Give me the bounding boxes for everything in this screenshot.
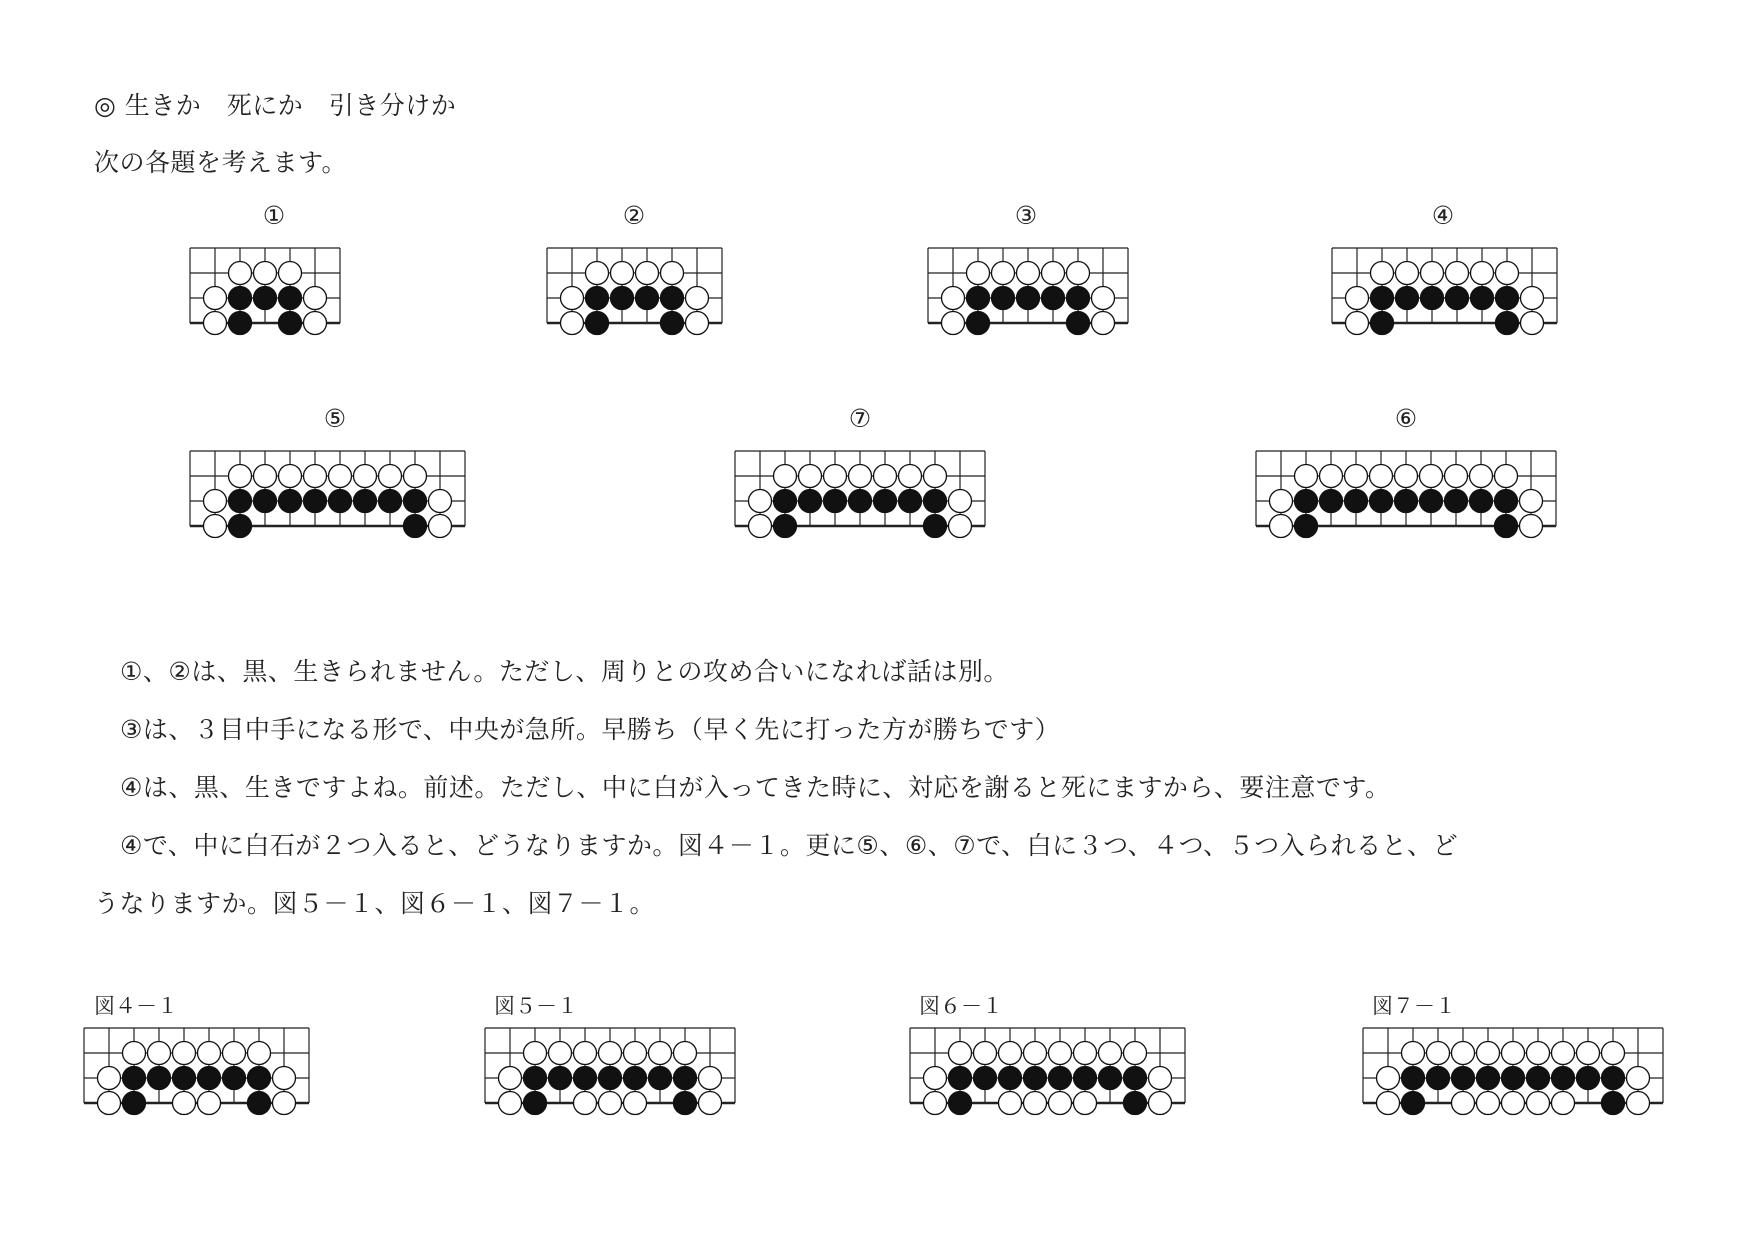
white-stone [1627,1092,1650,1115]
black-stone [1124,1092,1147,1115]
white-stone [1552,1092,1575,1115]
white-stone [949,515,972,538]
paragraph: ③は、３目中手になる形で、中央が急所。早勝ち（早く先に打った方が勝ちです） [120,715,1061,744]
white-stone [1521,287,1544,310]
black-stone [1420,490,1443,513]
white-stone [636,262,659,285]
white-stone [254,262,277,285]
white-stone [924,1067,947,1090]
black-stone [1320,490,1343,513]
white-stone [1370,465,1393,488]
black-stone [924,490,947,513]
black-stone [1099,1067,1122,1090]
white-stone [1346,312,1369,335]
black-stone [248,1067,271,1090]
black-stone [404,490,427,513]
paragraph: ①、②は、黒、生きられません。ただし、周りとの攻め合いになれば話は別。 [120,657,1009,686]
white-stone [304,287,327,310]
white-stone [949,490,972,513]
black-stone [1371,312,1394,335]
white-stone [173,1092,196,1115]
black-stone [949,1067,972,1090]
black-stone [229,287,252,310]
white-stone [1049,1092,1072,1115]
black-stone [254,287,277,310]
white-stone [1270,515,1293,538]
white-stone [524,1042,547,1065]
white-stone [924,465,947,488]
white-stone [749,490,772,513]
black-stone [1017,287,1040,310]
white-stone [1346,287,1369,310]
white-stone [1502,1092,1525,1115]
black-stone [774,490,797,513]
black-stone [1527,1067,1550,1090]
white-stone [1024,1042,1047,1065]
black-stone [874,490,897,513]
white-stone [499,1067,522,1090]
problem-number: ⑤ [323,404,347,433]
white-stone [1527,1042,1550,1065]
black-stone [1496,312,1519,335]
white-stone [98,1067,121,1090]
white-stone [499,1092,522,1115]
black-stone [279,312,302,335]
black-stone [1427,1067,1450,1090]
black-stone [1402,1067,1425,1090]
white-stone [229,262,252,285]
white-stone [1445,465,1468,488]
white-stone [1502,1042,1525,1065]
white-stone [173,1042,196,1065]
white-stone [942,287,965,310]
white-stone [248,1042,271,1065]
black-stone [586,312,609,335]
white-stone [1092,287,1115,310]
black-stone [674,1092,697,1115]
black-stone [586,287,609,310]
black-stone [248,1092,271,1115]
paragraph: うなりますか。図５－１、図６－１、図７－１。 [94,889,656,918]
white-stone [599,1042,622,1065]
black-stone [1421,287,1444,310]
white-stone [586,262,609,285]
white-stone [924,1092,947,1115]
white-stone [699,1092,722,1115]
white-stone [1421,262,1444,285]
black-stone [354,490,377,513]
black-stone [524,1092,547,1115]
black-stone [674,1067,697,1090]
black-stone [661,312,684,335]
paragraph: ④は、黒、生きですよね。前述。ただし、中に白が入ってきた時に、対応を謝ると死にますから、要注意です。 [120,773,1391,802]
black-stone [279,490,302,513]
white-stone [1092,312,1115,335]
figure-label: 図７－１ [1372,994,1456,1018]
white-stone [574,1042,597,1065]
white-stone [279,262,302,285]
white-stone [1477,1042,1500,1065]
white-stone [774,465,797,488]
go-board [186,447,469,530]
white-stone [749,515,772,538]
black-stone [1124,1067,1147,1090]
black-stone [992,287,1015,310]
white-stone [686,287,709,310]
white-stone [304,312,327,335]
go-board [1359,1024,1667,1107]
white-stone [1395,465,1418,488]
black-stone [229,490,252,513]
white-stone [974,1042,997,1065]
black-stone [599,1067,622,1090]
white-stone [273,1092,296,1115]
problem-number: ② [622,201,646,230]
white-stone [254,465,277,488]
white-stone [967,262,990,285]
white-stone [949,1042,972,1065]
white-stone [1495,465,1518,488]
black-stone [949,1092,972,1115]
white-stone [404,465,427,488]
black-stone [1067,287,1090,310]
black-stone [1402,1092,1425,1115]
black-stone [624,1067,647,1090]
black-stone [1471,287,1494,310]
white-stone [649,1042,672,1065]
white-stone [1345,465,1368,488]
black-stone [229,312,252,335]
white-stone [1602,1042,1625,1065]
go-board [80,1024,313,1107]
black-stone [198,1067,221,1090]
black-stone [649,1067,672,1090]
white-stone [549,1042,572,1065]
white-stone [123,1042,146,1065]
white-stone [1477,1092,1500,1115]
white-stone [1149,1067,1172,1090]
black-stone [999,1067,1022,1090]
board-grid [1256,451,1556,526]
white-stone [899,465,922,488]
black-stone [1024,1067,1047,1090]
white-stone [1452,1042,1475,1065]
problem-number: ③ [1014,201,1038,230]
white-stone [1124,1042,1147,1065]
white-stone [999,1042,1022,1065]
white-stone [1446,262,1469,285]
board-grid [190,451,465,526]
white-stone [624,1042,647,1065]
black-stone [967,287,990,310]
board-grid [84,1028,309,1103]
white-stone [1452,1092,1475,1115]
black-stone [1049,1067,1072,1090]
figure-label: 図４－１ [94,994,178,1018]
white-stone [204,287,227,310]
white-stone [599,1092,622,1115]
white-stone [1396,262,1419,285]
problem-number: ⑦ [848,404,872,433]
white-stone [1520,490,1543,513]
black-stone [1345,490,1368,513]
white-stone [1577,1042,1600,1065]
white-stone [1470,465,1493,488]
figure-label: 図５－１ [494,994,578,1018]
black-stone [148,1067,171,1090]
white-stone [1371,262,1394,285]
black-stone [1446,287,1469,310]
black-stone [1452,1067,1475,1090]
white-stone [204,312,227,335]
white-stone [1496,262,1519,285]
white-stone [98,1092,121,1115]
white-stone [661,262,684,285]
white-stone [942,312,965,335]
go-board [186,244,344,327]
black-stone [967,312,990,335]
white-stone [204,515,227,538]
black-stone [824,490,847,513]
go-board [1252,447,1560,530]
black-stone [1395,490,1418,513]
white-stone [223,1042,246,1065]
white-stone [849,465,872,488]
intro-text: 次の各題を考えます。 [94,148,348,177]
white-stone [1074,1092,1097,1115]
black-stone [524,1067,547,1090]
figure-label: 図６－１ [919,994,1003,1018]
black-stone [849,490,872,513]
white-stone [198,1092,221,1115]
black-stone [661,287,684,310]
black-stone [1370,490,1393,513]
problem-number: ④ [1431,201,1455,230]
black-stone [304,490,327,513]
black-stone [223,1067,246,1090]
white-stone [279,465,302,488]
black-stone [123,1092,146,1115]
white-stone [148,1042,171,1065]
problem-number: ⑥ [1394,404,1418,433]
white-stone [1017,262,1040,285]
black-stone [1602,1092,1625,1115]
black-stone [549,1067,572,1090]
black-stone [329,490,352,513]
white-stone [999,1092,1022,1115]
white-stone [574,1092,597,1115]
white-stone [429,490,452,513]
black-stone [574,1067,597,1090]
black-stone [774,515,797,538]
white-stone [429,515,452,538]
black-stone [1295,490,1318,513]
black-stone [611,287,634,310]
black-stone [254,490,277,513]
white-stone [699,1067,722,1090]
white-stone [1295,465,1318,488]
white-stone [1527,1092,1550,1115]
white-stone [1520,515,1543,538]
white-stone [1420,465,1443,488]
go-board [1328,244,1561,327]
white-stone [329,465,352,488]
white-stone [1099,1042,1122,1065]
black-stone [1602,1067,1625,1090]
white-stone [354,465,377,488]
white-stone [686,312,709,335]
white-stone [1552,1042,1575,1065]
white-stone [624,1092,647,1115]
black-stone [636,287,659,310]
white-stone [1149,1092,1172,1115]
white-stone [1627,1067,1650,1090]
black-stone [1502,1067,1525,1090]
black-stone [799,490,822,513]
black-stone [1495,490,1518,513]
board-grid [1332,248,1557,323]
black-stone [379,490,402,513]
black-stone [279,287,302,310]
black-stone [974,1067,997,1090]
white-stone [229,465,252,488]
black-stone [899,490,922,513]
white-stone [1471,262,1494,285]
white-stone [1521,312,1544,335]
white-stone [674,1042,697,1065]
white-stone [1402,1042,1425,1065]
black-stone [1445,490,1468,513]
white-stone [799,465,822,488]
white-stone [561,312,584,335]
white-stone [273,1067,296,1090]
black-stone [1552,1067,1575,1090]
white-stone [1042,262,1065,285]
white-stone [992,262,1015,285]
heading: ◎ 生きか 死にか 引き分けか [94,91,457,120]
white-stone [874,465,897,488]
white-stone [1377,1092,1400,1115]
white-stone [379,465,402,488]
black-stone [1295,515,1318,538]
black-stone [924,515,947,538]
go-board [924,244,1132,327]
black-stone [1074,1067,1097,1090]
go-board [543,244,726,327]
white-stone [204,490,227,513]
paragraph: ④で、中に白石が２つ入ると、どうなりますか。図４－１。更に⑤、⑥、⑦で、白に３つ、４つ、５つ入られると、ど [120,831,1459,860]
white-stone [1067,262,1090,285]
board-grid [735,451,985,526]
black-stone [404,515,427,538]
black-stone [1477,1067,1500,1090]
black-stone [1042,287,1065,310]
white-stone [611,262,634,285]
white-stone [1427,1042,1450,1065]
go-board [481,1024,739,1107]
white-stone [1024,1092,1047,1115]
problem-number: ① [262,201,286,230]
go-board [906,1024,1189,1107]
go-board [731,447,989,530]
white-stone [198,1042,221,1065]
white-stone [1377,1067,1400,1090]
white-stone [824,465,847,488]
white-stone [304,465,327,488]
white-stone [1320,465,1343,488]
black-stone [229,515,252,538]
black-stone [1577,1067,1600,1090]
white-stone [1049,1042,1072,1065]
black-stone [1371,287,1394,310]
black-stone [1470,490,1493,513]
black-stone [173,1067,196,1090]
black-stone [1396,287,1419,310]
white-stone [1074,1042,1097,1065]
black-stone [1495,515,1518,538]
black-stone [123,1067,146,1090]
black-stone [1067,312,1090,335]
white-stone [1270,490,1293,513]
board-grid [928,248,1128,323]
black-stone [1496,287,1519,310]
board-grid [910,1028,1185,1103]
white-stone [561,287,584,310]
